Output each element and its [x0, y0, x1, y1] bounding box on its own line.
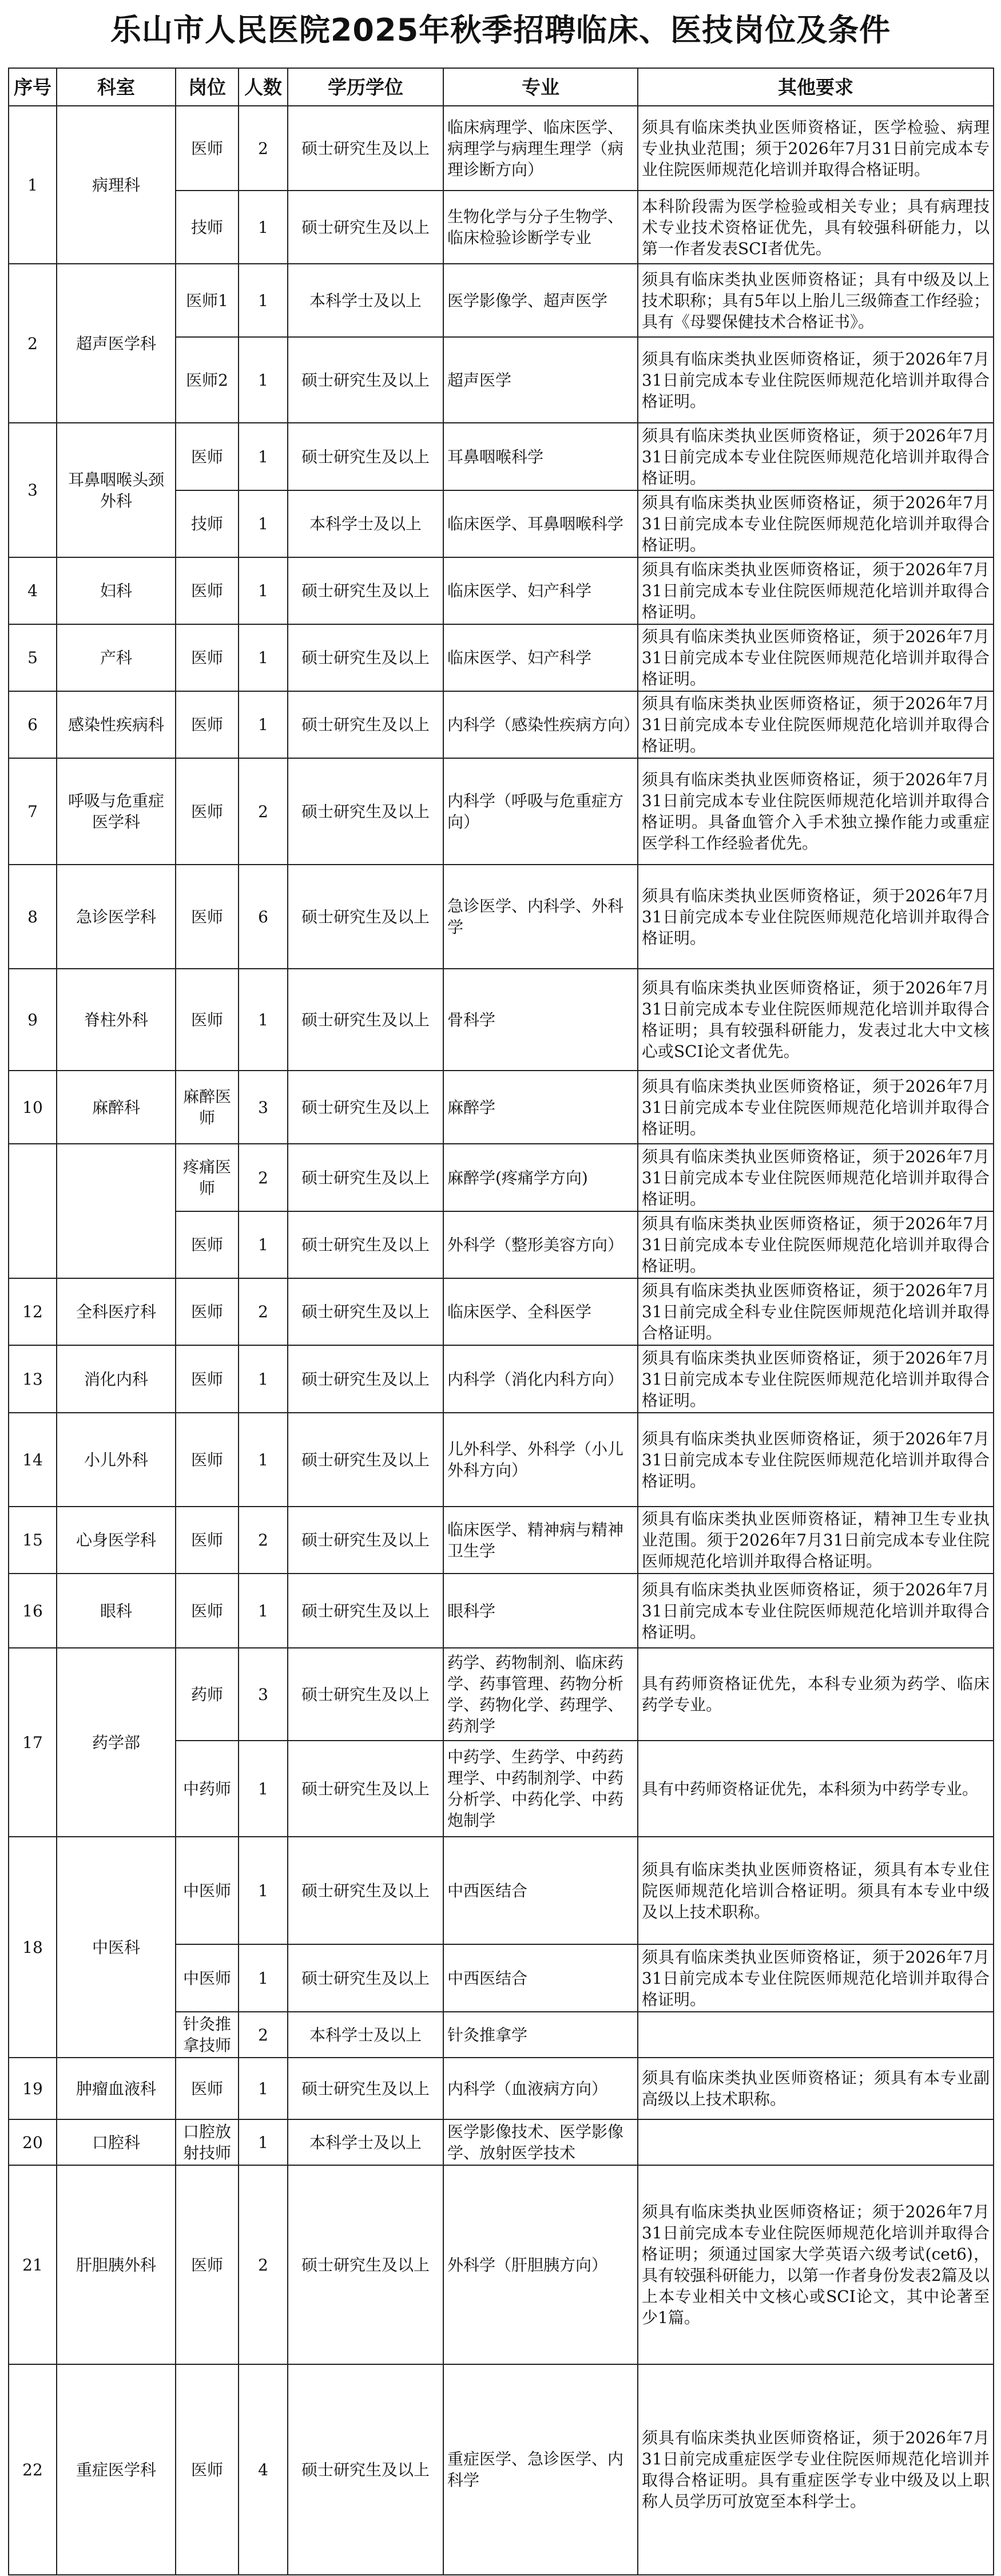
cell-edu: 本科学士及以上	[288, 490, 443, 557]
cell-req: 具有中药师资格证优先，本科须为中药学专业。	[638, 1741, 994, 1837]
cell-no: 13	[9, 1345, 57, 1413]
table-row	[9, 2364, 994, 2575]
cell-edu: 硕士研究生及以上	[288, 1144, 443, 1211]
table-row	[9, 969, 994, 1071]
cell-edu: 硕士研究生及以上	[288, 624, 443, 691]
table-row	[9, 1837, 994, 1944]
cell-job: 医师	[176, 1278, 239, 1345]
table-row	[9, 1574, 994, 1648]
table-row	[9, 2119, 994, 2165]
cell-edu: 本科学士及以上	[288, 264, 443, 337]
cell-req: 须具有临床类执业医师资格证；具有中级及以上技术职称；具有5年以上胎儿三级筛查工作经验；具有《母婴保健技术合格证书》。	[638, 264, 994, 337]
cell-major: 生物化学与分子生物学、临床检验诊断学专业	[443, 191, 638, 264]
cell-job: 医师	[176, 2165, 239, 2364]
cell-count: 1	[239, 1211, 288, 1278]
cell-req: 须具有临床类执业医师资格证，须于2026年7月31日前完成本专业住院医师规范化培训并取得合格证明；具有较强科研能力，发表过北大中文核心或SCI论文者优先。	[638, 969, 994, 1071]
cell-count: 3	[239, 1071, 288, 1144]
cell-dept: 感染性疾病科	[57, 691, 176, 758]
cell-edu: 硕士研究生及以上	[288, 1741, 443, 1837]
cell-count: 1	[239, 423, 288, 490]
cell-job: 药师	[176, 1648, 239, 1741]
cell-count: 4	[239, 2364, 288, 2575]
header-row	[9, 68, 994, 106]
cell-count: 1	[239, 1345, 288, 1413]
cell-count: 1	[239, 1741, 288, 1837]
cell-major: 急诊医学、内科学、外科学	[443, 865, 638, 969]
cell-req: 须具有临床类执业医师资格证，须于2026年7月31日前完成本专业住院医师规范化培训并取得合格证明。	[638, 337, 994, 423]
cell-no: 15	[9, 1507, 57, 1574]
cell-req: 须具有临床类执业医师资格证，须具有本专业住院医师规范化培训合格证明。须具有本专业中级及以上技术职称。	[638, 1837, 994, 1944]
cell-count: 1	[239, 490, 288, 557]
cell-dept: 耳鼻咽喉头颈外科	[57, 423, 176, 557]
cell-edu: 硕士研究生及以上	[288, 2364, 443, 2575]
table-row	[9, 264, 994, 337]
cell-count: 1	[239, 337, 288, 423]
header-req: 其他要求	[638, 68, 994, 106]
cell-dept: 小儿外科	[57, 1413, 176, 1507]
cell-major: 儿外科学、外科学（小儿外科方向）	[443, 1413, 638, 1507]
cell-edu: 硕士研究生及以上	[288, 1507, 443, 1574]
cell-req: 本科阶段需为医学检验或相关专业；具有病理技术专业技术资格证优先，具有较强科研能力，以第一作者发表SCI者优先。	[638, 191, 994, 264]
cell-edu: 硕士研究生及以上	[288, 1944, 443, 2012]
cell-major: 骨科学	[443, 969, 638, 1071]
cell-dept: 呼吸与危重症医学科	[57, 758, 176, 865]
cell-dept: 口腔科	[57, 2119, 176, 2165]
cell-dept: 急诊医学科	[57, 865, 176, 969]
cell-major: 临床医学、全科医学	[443, 1278, 638, 1345]
cell-count: 1	[239, 969, 288, 1071]
cell-edu: 硕士研究生及以上	[288, 1278, 443, 1345]
cell-job: 中药师	[176, 1741, 239, 1837]
cell-count: 2	[239, 2012, 288, 2058]
cell-major: 外科学（整形美容方向）	[443, 1211, 638, 1278]
cell-major: 耳鼻咽喉科学	[443, 423, 638, 490]
cell-count: 2	[239, 2165, 288, 2364]
table-row	[9, 1144, 994, 1211]
cell-major: 内科学（血液病方向）	[443, 2058, 638, 2119]
cell-job: 医师	[176, 1211, 239, 1278]
cell-major: 中西医结合	[443, 1837, 638, 1944]
cell-major: 中药学、生药学、中药药理学、中药制剂学、中药分析学、中药化学、中药炮制学	[443, 1741, 638, 1837]
cell-major: 医学影像学、超声医学	[443, 264, 638, 337]
table-row	[9, 691, 994, 758]
table-row	[9, 557, 994, 624]
cell-edu: 硕士研究生及以上	[288, 337, 443, 423]
cell-edu: 硕士研究生及以上	[288, 557, 443, 624]
cell-count: 1	[239, 191, 288, 264]
cell-job: 针灸推拿技师	[176, 2012, 239, 2058]
cell-edu: 硕士研究生及以上	[288, 423, 443, 490]
cell-req: 须具有临床类执业医师资格证，须于2026年7月31日前完成本专业住院医师规范化培训并取得合格证明。	[638, 1944, 994, 2012]
cell-major: 内科学（呼吸与危重症方向）	[443, 758, 638, 865]
cell-dept: 中医科	[57, 1837, 176, 2058]
cell-major: 临床医学、妇产科学	[443, 557, 638, 624]
cell-count: 1	[239, 691, 288, 758]
cell-req: 须具有临床类执业医师资格证，须于2026年7月31日前完成全科专业住院医师规范化培训并取得合格证明。	[638, 1278, 994, 1345]
cell-major: 针灸推拿学	[443, 2012, 638, 2058]
cell-req: 须具有临床类执业医师资格证，医学检验、病理专业执业范围；须于2026年7月31日前完成本专业住院医师规范化培训并取得合格证明。	[638, 106, 994, 191]
cell-dept: 肝胆胰外科	[57, 2165, 176, 2364]
table-row	[9, 758, 994, 865]
cell-edu: 硕士研究生及以上	[288, 1345, 443, 1413]
table-row	[9, 2165, 994, 2364]
cell-edu: 硕士研究生及以上	[288, 191, 443, 264]
cell-major: 外科学（肝胆胰方向）	[443, 2165, 638, 2364]
table-row	[9, 1345, 994, 1413]
cell-dept: 超声医学科	[57, 264, 176, 423]
cell-edu: 硕士研究生及以上	[288, 865, 443, 969]
cell-job: 医师	[176, 758, 239, 865]
table-row	[9, 1413, 994, 1507]
cell-no: 21	[9, 2165, 57, 2364]
header-dept: 科室	[57, 68, 176, 106]
cell-req: 具有药师资格证优先，本科专业须为药学、临床药学专业。	[638, 1648, 994, 1741]
cell-no: 22	[9, 2364, 57, 2575]
table-row	[9, 1071, 994, 1144]
cell-req: 须具有临床类执业医师资格证，须于2026年7月31日前完成本专业住院医师规范化培训并取得合格证明。	[638, 423, 994, 490]
cell-dept: 麻醉科	[57, 1071, 176, 1144]
table-row	[9, 1507, 994, 1574]
page-title: 乐山市人民医院2025年秋季招聘临床、医技岗位及条件	[110, 12, 891, 48]
cell-req: 须具有临床类执业医师资格证，须于2026年7月31日前完成本专业住院医师规范化培训并取得合格证明。	[638, 1574, 994, 1648]
cell-no: 5	[9, 624, 57, 691]
cell-no: 7	[9, 758, 57, 865]
header-edu: 学历学位	[288, 68, 443, 106]
cell-no: 9	[9, 969, 57, 1071]
header-count: 人数	[239, 68, 288, 106]
header-job: 岗位	[176, 68, 239, 106]
cell-count: 1	[239, 2058, 288, 2119]
cell-job: 麻醉医师	[176, 1071, 239, 1144]
cell-edu: 硕士研究生及以上	[288, 2058, 443, 2119]
cell-job: 口腔放射技师	[176, 2119, 239, 2165]
cell-major: 内科学（感染性疾病方向）	[443, 691, 638, 758]
cell-dept: 药学部	[57, 1648, 176, 1837]
cell-no: 12	[9, 1278, 57, 1345]
cell-major: 药学、药物制剂、临床药学、药事管理、药物分析学、药物化学、药理学、药剂学	[443, 1648, 638, 1741]
cell-job: 医师	[176, 1413, 239, 1507]
cell-count: 3	[239, 1648, 288, 1741]
cell-req: 须具有临床类执业医师资格证，须于2026年7月31日前完成本专业住院医师规范化培训并取得合格证明。	[638, 865, 994, 969]
cell-job: 医师	[176, 1574, 239, 1648]
cell-req: 须具有临床类执业医师资格证，须于2026年7月31日前完成本专业住院医师规范化培训并取得合格证明。	[638, 490, 994, 557]
cell-req: 须具有临床类执业医师资格证，须于2026年7月31日前完成本专业住院医师规范化培训并取得合格证明。	[638, 1211, 994, 1278]
cell-count: 1	[239, 1413, 288, 1507]
table-row	[9, 865, 994, 969]
cell-job: 中医师	[176, 1944, 239, 2012]
cell-req: 须具有临床类执业医师资格证，须于2026年7月31日前完成本专业住院医师规范化培训并取得合格证明。	[638, 1071, 994, 1144]
cell-job: 中医师	[176, 1837, 239, 1944]
cell-req	[638, 2119, 994, 2165]
cell-req: 须具有临床类执业医师资格证，须于2026年7月31日前完成本专业住院医师规范化培训并取得合格证明。	[638, 1345, 994, 1413]
header-no: 序号	[9, 68, 57, 106]
recruitment-table	[8, 68, 994, 2575]
cell-job: 疼痛医师	[176, 1144, 239, 1211]
cell-no: 17	[9, 1648, 57, 1837]
cell-dept: 眼科	[57, 1574, 176, 1648]
cell-dept: 妇科	[57, 557, 176, 624]
cell-req: 须具有临床类执业医师资格证，精神卫生专业执业范围。须于2026年7月31日前完成本专业住院医师规范化培训并取得合格证明。	[638, 1507, 994, 1574]
cell-dept: 脊柱外科	[57, 969, 176, 1071]
cell-dept: 产科	[57, 624, 176, 691]
table-row	[9, 1278, 994, 1345]
cell-no: 10	[9, 1071, 57, 1144]
cell-count: 1	[239, 1944, 288, 2012]
cell-dept: 病理科	[57, 106, 176, 264]
cell-req: 须具有临床类执业医师资格证；须于2026年7月31日前完成本专业住院医师规范化培训并取得合格证明；须通过国家大学英语六级考试(cet6)，具有较强科研能力，以第一作者身份发表2篇及以上本专业相关中文核心或SCI论文，其中论著至少1篇。	[638, 2165, 994, 2364]
cell-job: 医师	[176, 624, 239, 691]
cell-job: 医师	[176, 423, 239, 490]
cell-dept	[57, 1144, 176, 1278]
cell-major: 临床病理学、临床医学、病理学与病理生理学（病理诊断方向）	[443, 106, 638, 191]
cell-edu: 硕士研究生及以上	[288, 106, 443, 191]
cell-edu: 本科学士及以上	[288, 2119, 443, 2165]
cell-no: 18	[9, 1837, 57, 2058]
cell-edu: 硕士研究生及以上	[288, 1211, 443, 1278]
cell-count: 1	[239, 624, 288, 691]
cell-job: 医师	[176, 1507, 239, 1574]
cell-major: 临床医学、妇产科学	[443, 624, 638, 691]
cell-major: 麻醉学(疼痛学方向)	[443, 1144, 638, 1211]
cell-major: 临床医学、耳鼻咽喉科学	[443, 490, 638, 557]
cell-count: 6	[239, 865, 288, 969]
cell-major: 医学影像技术、医学影像学、放射医学技术	[443, 2119, 638, 2165]
cell-edu: 硕士研究生及以上	[288, 969, 443, 1071]
cell-req: 须具有临床类执业医师资格证；须具有本专业副高级以上技术职称。	[638, 2058, 994, 2119]
cell-no: 14	[9, 1413, 57, 1507]
cell-major: 临床医学、精神病与精神卫生学	[443, 1507, 638, 1574]
cell-count: 1	[239, 1574, 288, 1648]
cell-job: 技师	[176, 490, 239, 557]
cell-no: 1	[9, 106, 57, 264]
cell-dept: 消化内科	[57, 1345, 176, 1413]
cell-req: 须具有临床类执业医师资格证，须于2026年7月31日前完成本专业住院医师规范化培训并取得合格证明。	[638, 1413, 994, 1507]
table-row	[9, 624, 994, 691]
cell-no: 8	[9, 865, 57, 969]
cell-req	[638, 2012, 994, 2058]
cell-no: 4	[9, 557, 57, 624]
cell-req: 须具有临床类执业医师资格证，须于2026年7月31日前完成本专业住院医师规范化培训并取得合格证明。	[638, 1144, 994, 1211]
cell-count: 2	[239, 1278, 288, 1345]
cell-count: 1	[239, 2119, 288, 2165]
cell-job: 医师1	[176, 264, 239, 337]
table-row	[9, 423, 994, 490]
cell-req: 须具有临床类执业医师资格证，须于2026年7月31日前完成重症医学专业住院医师规范化培训并取得合格证明。具有重症医学专业中级及以上职称人员学历可放宽至本科学士。	[638, 2364, 994, 2575]
cell-job: 技师	[176, 191, 239, 264]
cell-edu: 硕士研究生及以上	[288, 758, 443, 865]
cell-count: 2	[239, 1507, 288, 1574]
cell-req: 须具有临床类执业医师资格证，须于2026年7月31日前完成本专业住院医师规范化培训并取得合格证明。	[638, 624, 994, 691]
cell-req: 须具有临床类执业医师资格证，须于2026年7月31日前完成本专业住院医师规范化培训并取得合格证明。	[638, 691, 994, 758]
cell-job: 医师	[176, 2058, 239, 2119]
table-row	[9, 2058, 994, 2119]
cell-job: 医师2	[176, 337, 239, 423]
cell-major: 重症医学、急诊医学、内科学	[443, 2364, 638, 2575]
cell-job: 医师	[176, 106, 239, 191]
cell-count: 1	[239, 1837, 288, 1944]
cell-major: 内科学（消化内科方向）	[443, 1345, 638, 1413]
cell-job: 医师	[176, 691, 239, 758]
cell-count: 2	[239, 758, 288, 865]
cell-count: 2	[239, 106, 288, 191]
cell-no: 20	[9, 2119, 57, 2165]
cell-dept: 心身医学科	[57, 1507, 176, 1574]
cell-no: 16	[9, 1574, 57, 1648]
cell-count: 1	[239, 264, 288, 337]
table-row	[9, 1648, 994, 1741]
cell-no: 2	[9, 264, 57, 423]
cell-dept: 全科医疗科	[57, 1278, 176, 1345]
cell-edu: 硕士研究生及以上	[288, 691, 443, 758]
cell-no: 6	[9, 691, 57, 758]
cell-job: 医师	[176, 865, 239, 969]
cell-edu: 硕士研究生及以上	[288, 1413, 443, 1507]
cell-no	[9, 1144, 57, 1278]
cell-dept: 肿瘤血液科	[57, 2058, 176, 2119]
cell-req: 须具有临床类执业医师资格证，须于2026年7月31日前完成本专业住院医师规范化培训并取得合格证明。具备血管介入手术独立操作能力或重症医学科工作经验者优先。	[638, 758, 994, 865]
cell-edu: 本科学士及以上	[288, 2012, 443, 2058]
cell-dept: 重症医学科	[57, 2364, 176, 2575]
cell-count: 2	[239, 1144, 288, 1211]
cell-major: 眼科学	[443, 1574, 638, 1648]
cell-job: 医师	[176, 1345, 239, 1413]
cell-major: 超声医学	[443, 337, 638, 423]
cell-major: 麻醉学	[443, 1071, 638, 1144]
cell-major: 中西医结合	[443, 1944, 638, 2012]
cell-edu: 硕士研究生及以上	[288, 2165, 443, 2364]
cell-no: 3	[9, 423, 57, 557]
cell-job: 医师	[176, 969, 239, 1071]
cell-edu: 硕士研究生及以上	[288, 1071, 443, 1144]
cell-count: 1	[239, 557, 288, 624]
cell-job: 医师	[176, 2364, 239, 2575]
cell-edu: 硕士研究生及以上	[288, 1648, 443, 1741]
cell-req: 须具有临床类执业医师资格证，须于2026年7月31日前完成本专业住院医师规范化培训并取得合格证明。	[638, 557, 994, 624]
cell-edu: 硕士研究生及以上	[288, 1574, 443, 1648]
header-major: 专业	[443, 68, 638, 106]
cell-edu: 硕士研究生及以上	[288, 1837, 443, 1944]
table-row	[9, 106, 994, 191]
cell-job: 医师	[176, 557, 239, 624]
cell-no: 19	[9, 2058, 57, 2119]
